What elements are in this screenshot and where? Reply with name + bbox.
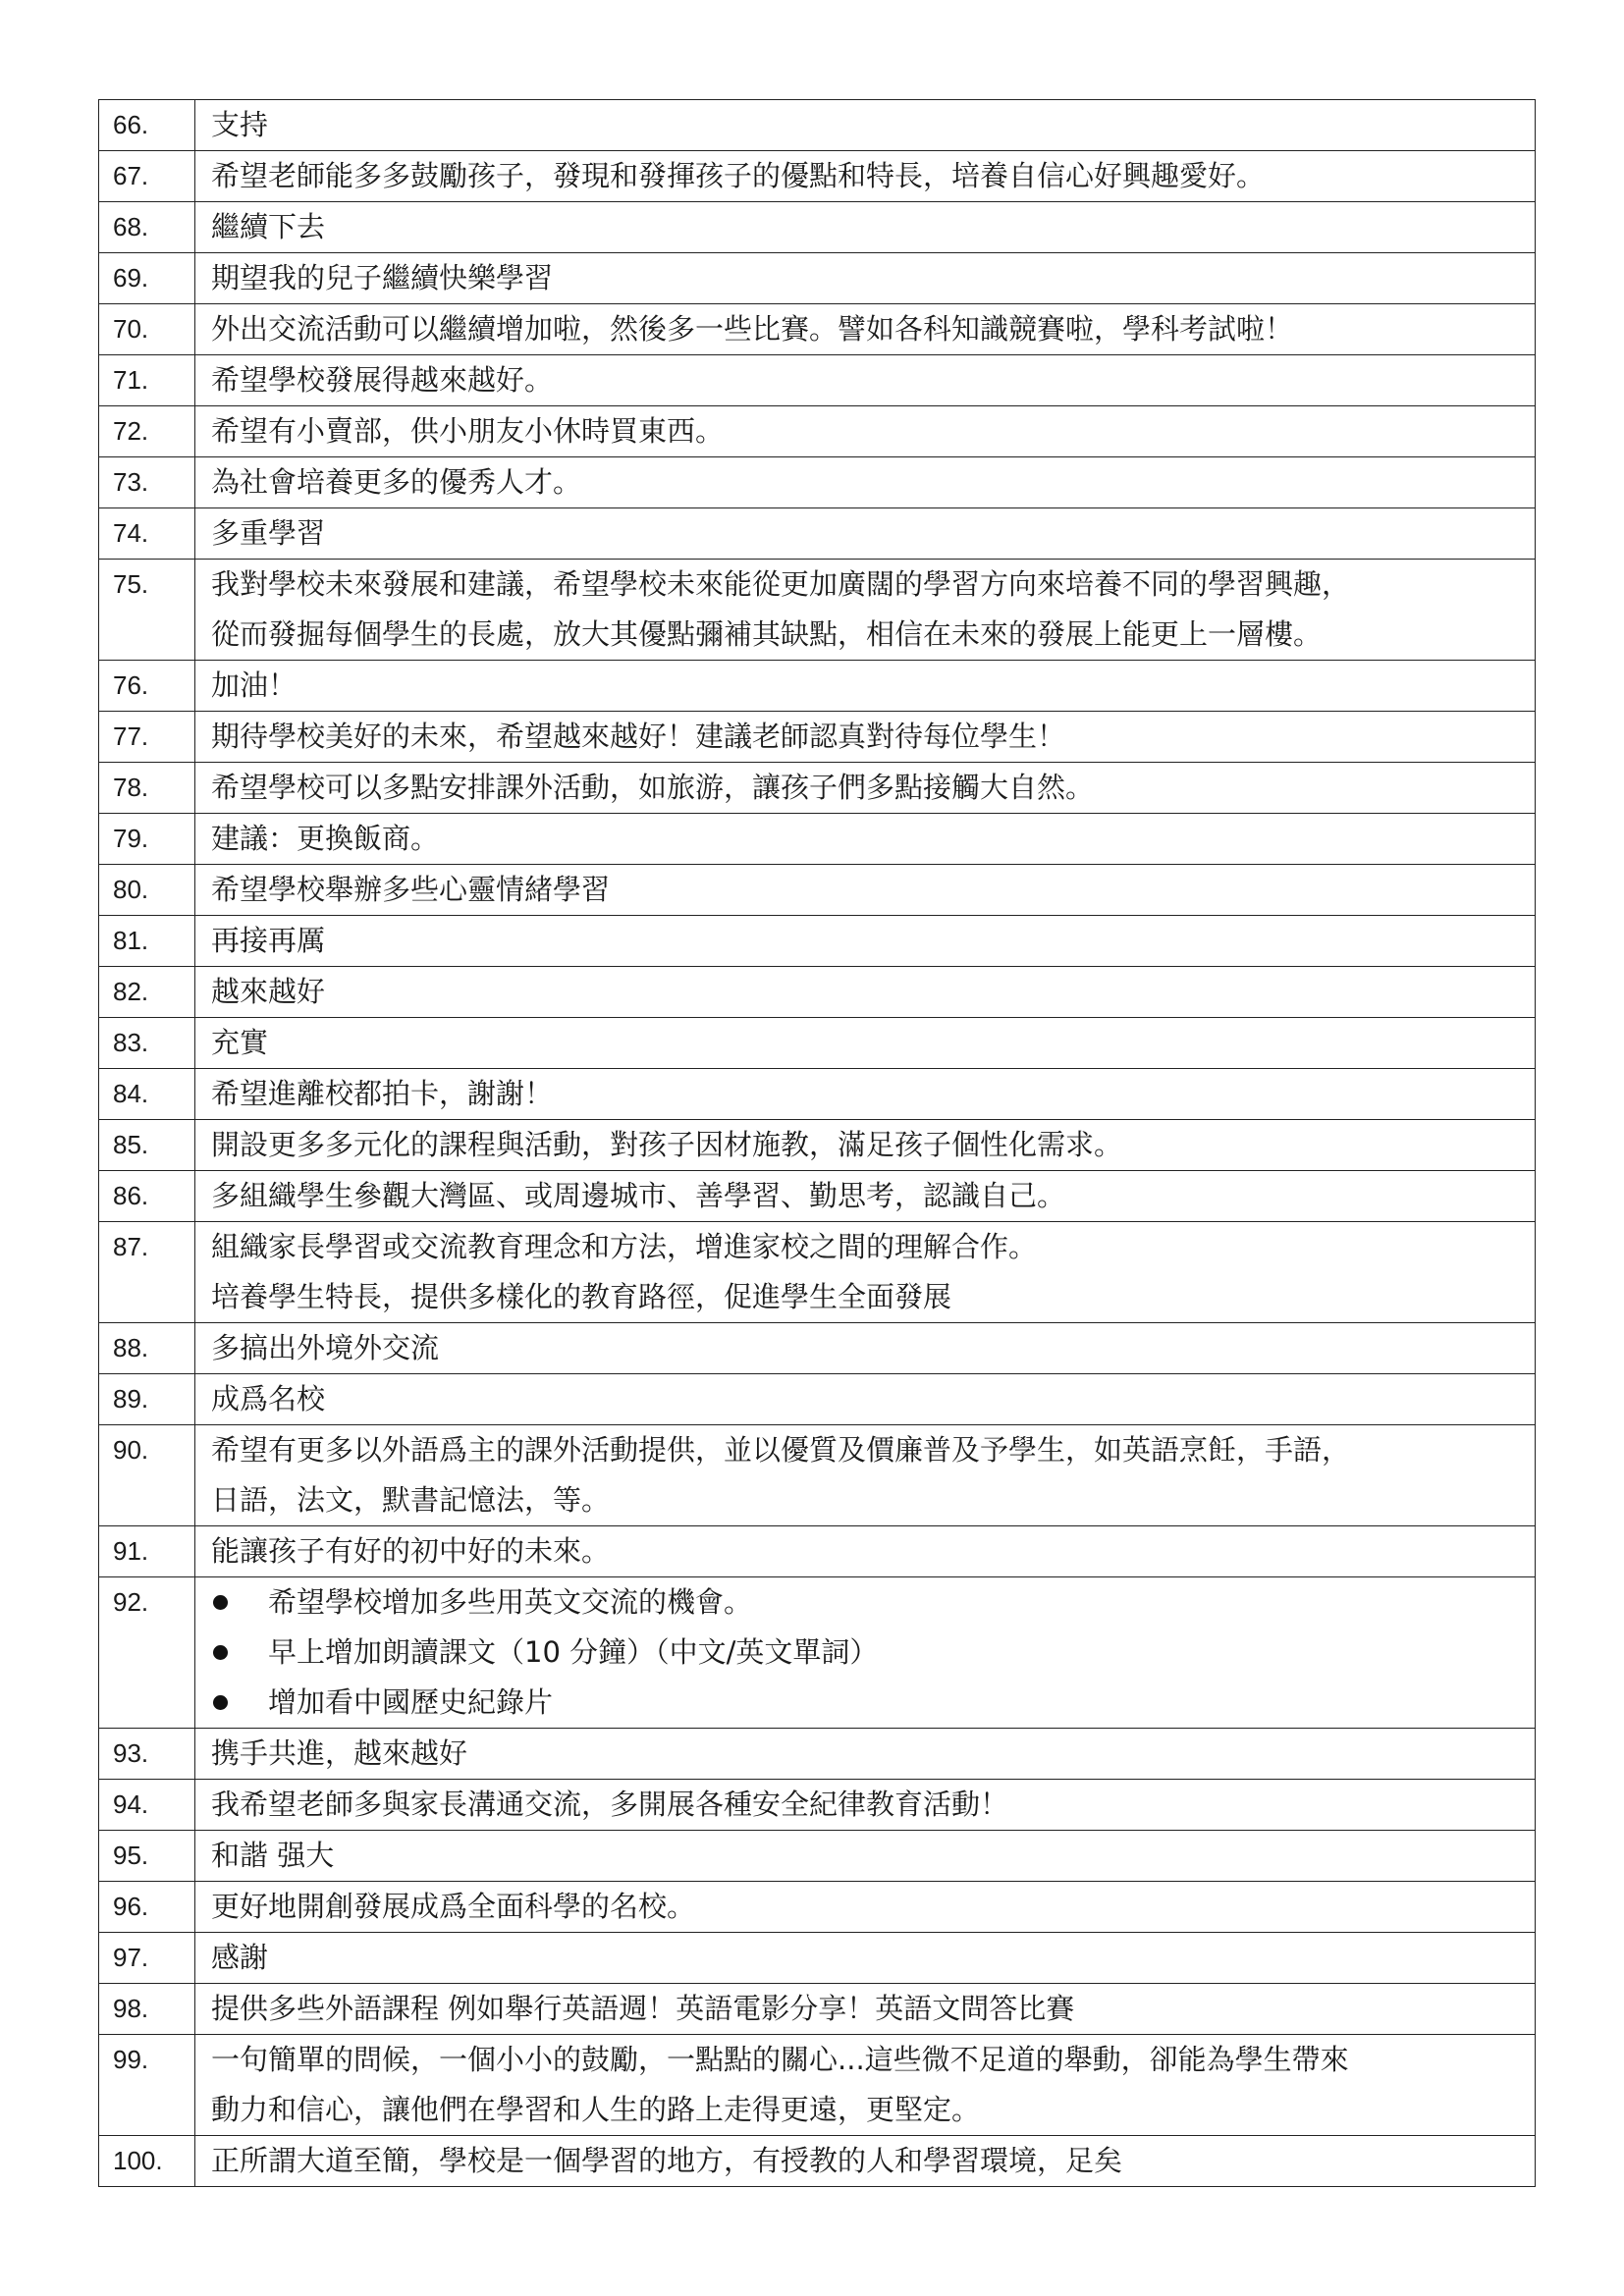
- row-number: 70.: [99, 304, 195, 355]
- bullet-icon: [213, 1645, 228, 1660]
- comment-cell: [195, 1323, 1536, 1374]
- table-row: [99, 1882, 1536, 1933]
- row-number: 83.: [99, 1018, 195, 1069]
- comment-text: 越來越好: [211, 975, 326, 1008]
- comment-cell: [195, 661, 1536, 712]
- table-row: [99, 560, 1536, 661]
- table-row: [99, 1323, 1536, 1374]
- comment-text: 更好地開創發展成爲全面科學的名校。: [211, 1890, 696, 1923]
- row-number: 67.: [99, 151, 195, 202]
- comment-cell: [195, 1171, 1536, 1222]
- comment-cell: [195, 967, 1536, 1018]
- row-number: 71.: [99, 355, 195, 406]
- comment-cell: [195, 1120, 1536, 1171]
- comment-cell: [195, 355, 1536, 406]
- comment-text: 提供多些外語課程 例如舉行英語週！英語電影分享！英語文問答比賽: [211, 1992, 1075, 2025]
- comment-text: 多重學習: [211, 516, 326, 550]
- comment-text: 期待學校美好的未來，希望越來越好！建議老師認真對待每位學生！: [211, 720, 1066, 753]
- row-number: 96.: [99, 1882, 195, 1933]
- table-row: [99, 355, 1536, 406]
- row-number: 89.: [99, 1374, 195, 1425]
- table-row: [99, 1018, 1536, 1069]
- comment-text: 成爲名校: [211, 1382, 326, 1415]
- table-row: [99, 2035, 1536, 2136]
- table-row: [99, 1526, 1536, 1577]
- table-row: [99, 1577, 1536, 1729]
- comment-cell: [195, 763, 1536, 814]
- table-row: [99, 1984, 1536, 2035]
- comment-cell: [195, 1984, 1536, 2035]
- table-row: [99, 1933, 1536, 1984]
- table-row: [99, 2136, 1536, 2187]
- row-number: 85.: [99, 1120, 195, 1171]
- comment-cell: [195, 560, 1536, 661]
- row-number: 99.: [99, 2035, 195, 2136]
- comment-text: 為社會培養更多的優秀人才。: [211, 465, 582, 499]
- row-number: 98.: [99, 1984, 195, 2035]
- table-row: [99, 508, 1536, 560]
- comment-text: 希望學校發展得越來越好。: [211, 363, 554, 397]
- table-row: [99, 151, 1536, 202]
- comment-text: 我希望老師多與家長溝通交流，多開展各種安全紀律教育活動！: [211, 1788, 1009, 1821]
- comment-cell: [195, 1069, 1536, 1120]
- table-row: [99, 1780, 1536, 1831]
- row-number: 92.: [99, 1577, 195, 1729]
- comment-cell: [195, 1425, 1536, 1526]
- table-row: [99, 457, 1536, 508]
- comment-text: 希望老師能多多鼓勵孩子，發現和發揮孩子的優點和特長，培養自信心好興趣愛好。: [211, 159, 1266, 192]
- comment-cell: [195, 202, 1536, 253]
- bullet-item: [211, 1678, 1525, 1728]
- row-number: 91.: [99, 1526, 195, 1577]
- comment-cell: [195, 253, 1536, 304]
- table-row: [99, 865, 1536, 916]
- comment-text: 正所謂大道至簡，學校是一個學習的地方，有授教的人和學習環境，足矣: [211, 2144, 1123, 2177]
- row-number: 87.: [99, 1222, 195, 1323]
- table-row: [99, 406, 1536, 457]
- row-number: 88.: [99, 1323, 195, 1374]
- table-row: [99, 1222, 1536, 1323]
- comment-text: 希望學校可以多點安排課外活動，如旅游，讓孩子們多點接觸大自然。: [211, 771, 1095, 804]
- row-number: 90.: [99, 1425, 195, 1526]
- row-number: 66.: [99, 100, 195, 151]
- comment-text: 充實: [211, 1026, 269, 1059]
- comment-cell: [195, 865, 1536, 916]
- table-row: [99, 661, 1536, 712]
- comment-text: 再接再厲: [211, 924, 326, 957]
- comment-cell: [195, 406, 1536, 457]
- comment-text: 期望我的兒子繼續快樂學習: [211, 261, 554, 294]
- comment-cell: [195, 1729, 1536, 1780]
- comment-cell: [195, 1780, 1536, 1831]
- comment-text: 組織家長學習或交流教育理念和方法，增進家校之間的理解合作。: [211, 1230, 1038, 1263]
- comment-text: 和諧 强大: [211, 1839, 335, 1872]
- comment-text: 多組織學生參觀大灣區、或周邊城市、善學習、勤思考，認識自己。: [211, 1179, 1066, 1212]
- bullet-icon: [213, 1695, 228, 1710]
- table-row: [99, 916, 1536, 967]
- comment-cell: [195, 712, 1536, 763]
- row-number: 100.: [99, 2136, 195, 2187]
- comment-cell: [195, 1222, 1536, 1323]
- comment-text: 希望有更多以外語爲主的課外活動提供，並以優質及價廉普及予學生，如英語烹飪，手語，: [211, 1433, 1351, 1467]
- table-row: [99, 712, 1536, 763]
- comment-cell: [195, 1526, 1536, 1577]
- bullet-icon: [213, 1595, 228, 1610]
- feedback-table: [98, 99, 1536, 2187]
- row-number: 72.: [99, 406, 195, 457]
- table-row: [99, 1120, 1536, 1171]
- comment-cell: [195, 457, 1536, 508]
- row-number: 74.: [99, 508, 195, 560]
- comment-cell: [195, 814, 1536, 865]
- comment-cell: [195, 100, 1536, 151]
- comment-text: 繼續下去: [211, 210, 326, 243]
- bullet-text: 增加看中國歷史紀錄片: [268, 1685, 554, 1719]
- row-number: 94.: [99, 1780, 195, 1831]
- comment-text: 希望學校舉辦多些心靈情緒學習: [211, 873, 611, 906]
- row-number: 81.: [99, 916, 195, 967]
- comment-cell: [195, 1374, 1536, 1425]
- comment-cell: [195, 1831, 1536, 1882]
- comment-text: 携手共進，越來越好: [211, 1736, 468, 1770]
- comment-text: 日語，法文，默書記憶法，等。: [211, 1483, 611, 1517]
- row-number: 77.: [99, 712, 195, 763]
- feedback-table-body: [99, 100, 1536, 2187]
- row-number: 76.: [99, 661, 195, 712]
- table-row: [99, 1171, 1536, 1222]
- comment-text: 我對學校未來發展和建議，希望學校未來能從更加廣闊的學習方向來培養不同的學習興趣，: [211, 567, 1351, 601]
- bullet-text: 希望學校增加多些用英文交流的機會。: [268, 1585, 753, 1619]
- bullet-item: [211, 1628, 1525, 1678]
- table-row: [99, 763, 1536, 814]
- comment-text: 希望有小賣部，供小朋友小休時買東西。: [211, 414, 725, 448]
- comment-cell: [195, 1018, 1536, 1069]
- row-number: 84.: [99, 1069, 195, 1120]
- row-number: 69.: [99, 253, 195, 304]
- comment-text: 多搞出外境外交流: [211, 1331, 440, 1364]
- row-number: 75.: [99, 560, 195, 661]
- comment-text: 希望進離校都拍卡，謝謝！: [211, 1077, 554, 1110]
- table-row: [99, 304, 1536, 355]
- comment-text: 開設更多多元化的課程與活動，對孩子因材施教，滿足孩子個性化需求。: [211, 1128, 1123, 1161]
- row-number: 68.: [99, 202, 195, 253]
- comment-text: 建議：更換飯商。: [211, 822, 440, 855]
- comment-text: 加油！: [211, 668, 298, 702]
- table-row: [99, 967, 1536, 1018]
- bullet-text: 早上增加朗讀課文（10 分鐘）（中文/英文單詞）: [268, 1635, 879, 1669]
- comment-text: 能讓孩子有好的初中好的未來。: [211, 1534, 611, 1568]
- comment-cell: [195, 1933, 1536, 1984]
- comment-cell: [195, 2136, 1536, 2187]
- comment-text: 外出交流活動可以繼續增加啦，然後多一些比賽。譬如各科知識競賽啦，學科考試啦！: [211, 312, 1294, 346]
- comment-text: 支持: [211, 108, 269, 141]
- comment-cell: [195, 1882, 1536, 1933]
- table-row: [99, 1069, 1536, 1120]
- table-row: [99, 1425, 1536, 1526]
- row-number: 78.: [99, 763, 195, 814]
- comment-text: 從而發掘每個學生的長處，放大其優點彌補其缺點，相信在未來的發展上能更上一層樓。: [211, 617, 1323, 651]
- table-row: [99, 1831, 1536, 1882]
- table-row: [99, 253, 1536, 304]
- table-row: [99, 202, 1536, 253]
- row-number: 86.: [99, 1171, 195, 1222]
- comment-cell: [195, 304, 1536, 355]
- comment-cell: [195, 508, 1536, 560]
- table-row: [99, 814, 1536, 865]
- table-row: [99, 1374, 1536, 1425]
- bullet-item: [211, 1577, 1525, 1628]
- comment-cell: [195, 2035, 1536, 2136]
- comment-text: 感謝: [211, 1941, 269, 1974]
- comment-text: 培養學生特長，提供多樣化的教育路徑，促進學生全面發展: [211, 1280, 952, 1313]
- row-number: 93.: [99, 1729, 195, 1780]
- comment-cell: [195, 151, 1536, 202]
- row-number: 79.: [99, 814, 195, 865]
- comment-text: 動力和信心，讓他們在學習和人生的路上走得更遠，更堅定。: [211, 2093, 981, 2126]
- comment-cell: [195, 1577, 1536, 1729]
- comment-cell: [195, 916, 1536, 967]
- table-row: [99, 1729, 1536, 1780]
- row-number: 82.: [99, 967, 195, 1018]
- table-row: [99, 100, 1536, 151]
- row-number: 73.: [99, 457, 195, 508]
- row-number: 80.: [99, 865, 195, 916]
- comment-text: 一句簡單的問候，一個小小的鼓勵，一點點的關心...這些微不足道的舉動，卻能為學生帶來: [211, 2043, 1349, 2076]
- row-number: 97.: [99, 1933, 195, 1984]
- row-number: 95.: [99, 1831, 195, 1882]
